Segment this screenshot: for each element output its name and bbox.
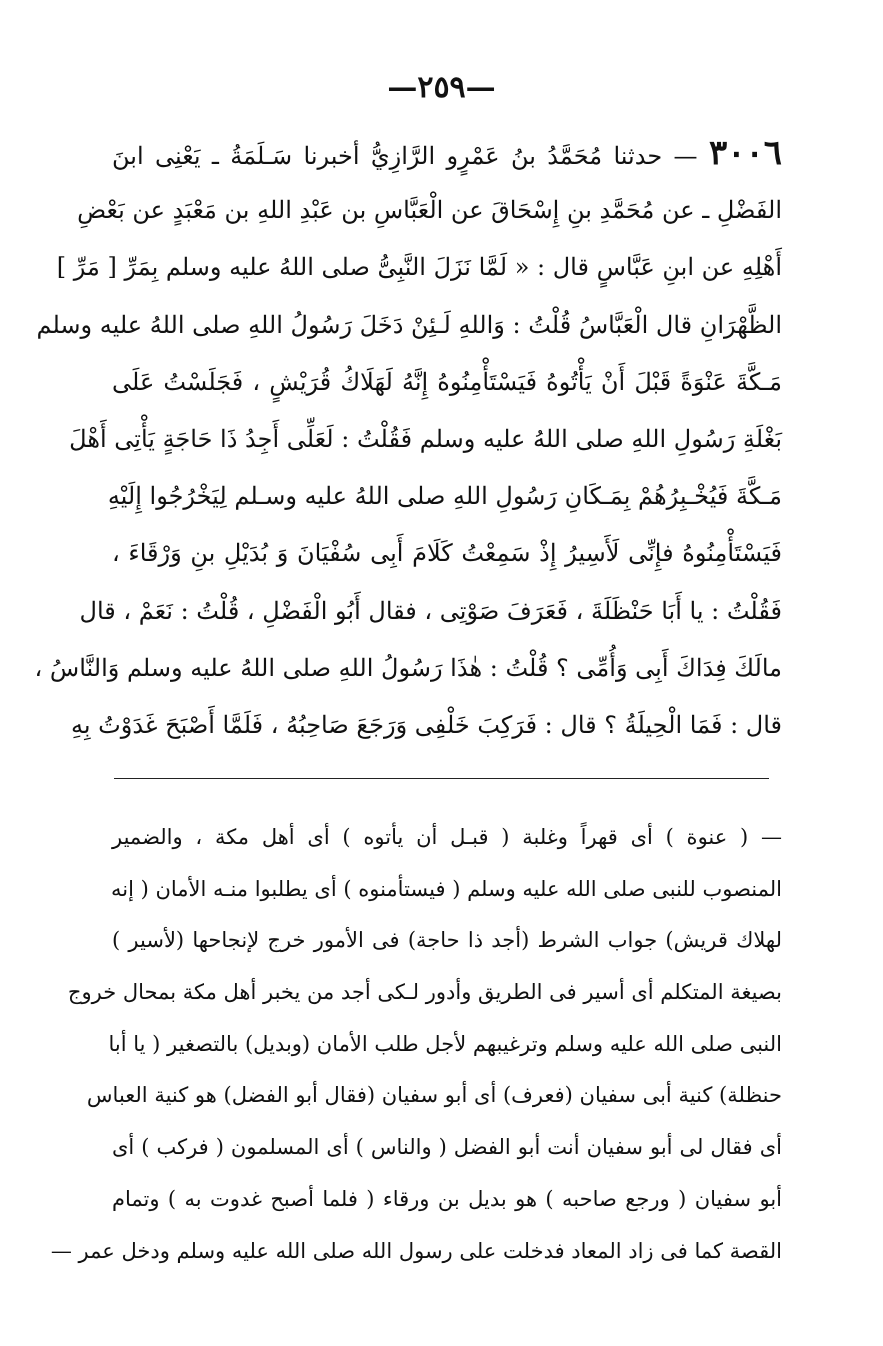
footnote-line: المنصوب للنبى صلى الله عليه وسلم ( فيستأمنوه ) أى يطلبوا منـه الأمان ( إنه [111, 876, 782, 901]
hadith-line: قال : فَمَا الْحِيلَةُ ؟ قال : فَرَكِبَ خَلْفِى وَرَجَعَ صَاحِبُهُ ، فَلَمَّا أَصْبَحَ غَدَوْتُ بِهِ [70, 710, 782, 739]
footnote-line: لهلاك قريش) جواب الشرط (أجد ذا حاجة) فى الأمور خرج لإنجاحها (لأسير ) [112, 928, 782, 953]
footnote-line: — ( عنوة ) أى قهراً وغلبة ( قبـل أن يأتوه ) أى أهل مكة ، والضمير [112, 825, 782, 849]
footnote-line: بصيغة المتكلم أى أسير فى الطريق وأدور لـكى أجد من يخبر أهل مكة بمحال خروج [67, 980, 782, 1005]
hadith-line [112, 125, 782, 182]
footnote-line: أى فقال لى أبو سفيان أنت أبو الفضل ( والناس ) أى المسلمون ( فركب ) أى [112, 1135, 782, 1160]
hadith-line: الظَّهْرَانِ قال الْعَبَّاسُ قُلْتُ : وَاللهِ لَـئِنْ دَخَلَ رَسُولُ اللهِ صلى اللهُ عليه وسلم [36, 310, 782, 339]
hadith-line: أَهْلِهِ عن ابنِ عَبَّاسٍ قال : « لَمَّا نَزَلَ النَّبِىُّ صلى اللهُ عليه وسلم بِمَرِّ [ مَرِّ ] [56, 253, 782, 282]
hadith-line: فَيَسْتَأْمِنُوهُ فإِنِّى لَأَسِيرُ إِذْ سَمِعْتُ كَلَامَ أَبِى سُفْيَانَ وَ بُدَيْلِ بنِ وَرْقَاءَ ، [112, 539, 782, 568]
hadith-line: مالَكَ فِدَاكَ أَبِى وَأُمِّى ؟ قُلْتُ : هٰذَا رَسُولُ اللهِ صلى اللهُ عليه وسلم وَالنَّاسُ ، [34, 653, 782, 682]
hadith-line: بَغْلَةِ رَسُولِ اللهِ صلى اللهُ عليه وسلم فَقُلْتُ : لَعَلِّى أَجِدُ ذَا حَاجَةٍ يَأْتِى أَهْلَ [69, 424, 782, 453]
hadith-line: مَـكَّةَ فَيُخْـبِرُهُمْ بِمَـكَانِ رَسُولِ اللهِ صلى اللهُ عليه وسـلم لِيَخْرُجُوا إِلَيْهِ [107, 482, 782, 511]
hadith-line-text: — حدثنا مُحَمَّدُ بنُ عَمْرٍو الرَّازِيُّ أخبرنا سَـلَمَةُ ـ يَعْنِى ابنَ [112, 142, 698, 170]
footnote-line: أبو سفيان ( ورجع صاحبه ) هو بديل بن ورقاء ( فلما أصبح غدوت به ) وتمام [112, 1186, 782, 1211]
footnote-line: القصة كما فى زاد المعاد فدخلت على رسول الله صلى الله عليه وسلم ودخل عمر — [50, 1238, 782, 1263]
hadith-line: فَقُلْتُ : يا أَبَا حَنْظَلَةَ ، فَعَرَفَ صَوْتِى ، فقال أَبُو الْفَضْلِ ، قُلْتُ : نَعَمْ ، قال [79, 596, 782, 625]
hadith-line: الفَضْلِ ـ عن مُحَمَّدِ بنِ إِسْحَاقَ عن الْعَبَّاسِ بن عَبْدِ اللهِ بن مَعْبَدٍ عن بَعْضِ [77, 196, 782, 225]
footnote-line: النبى صلى الله عليه وسلم وترغيبهم لأجل طلب الأمان (وبديل) بالتصغير ( يا أبا [108, 1031, 782, 1056]
hadith-text [34, 125, 783, 754]
footnote-line: حنظلة) كنية أبى سفيان (فعرف) أى أبو سفيان (فقال أبو الفضل) هو كنية العباس [86, 1083, 782, 1108]
footnotes [50, 812, 782, 1277]
footnote-divider [114, 778, 769, 779]
hadith-number: ٣٠٠٦ [708, 133, 782, 173]
page-number: —٢٥٩— [387, 70, 496, 105]
hadith-line: مَـكَّةَ عَنْوَةً قَبْلَ أَنْ يَأْتُوهُ فَيَسْتَأْمِنُوهُ إِنَّهُ لَهَلَاكُ قُرَيْشٍ ، فَجَلَسْتُ عَلَى [112, 367, 783, 396]
